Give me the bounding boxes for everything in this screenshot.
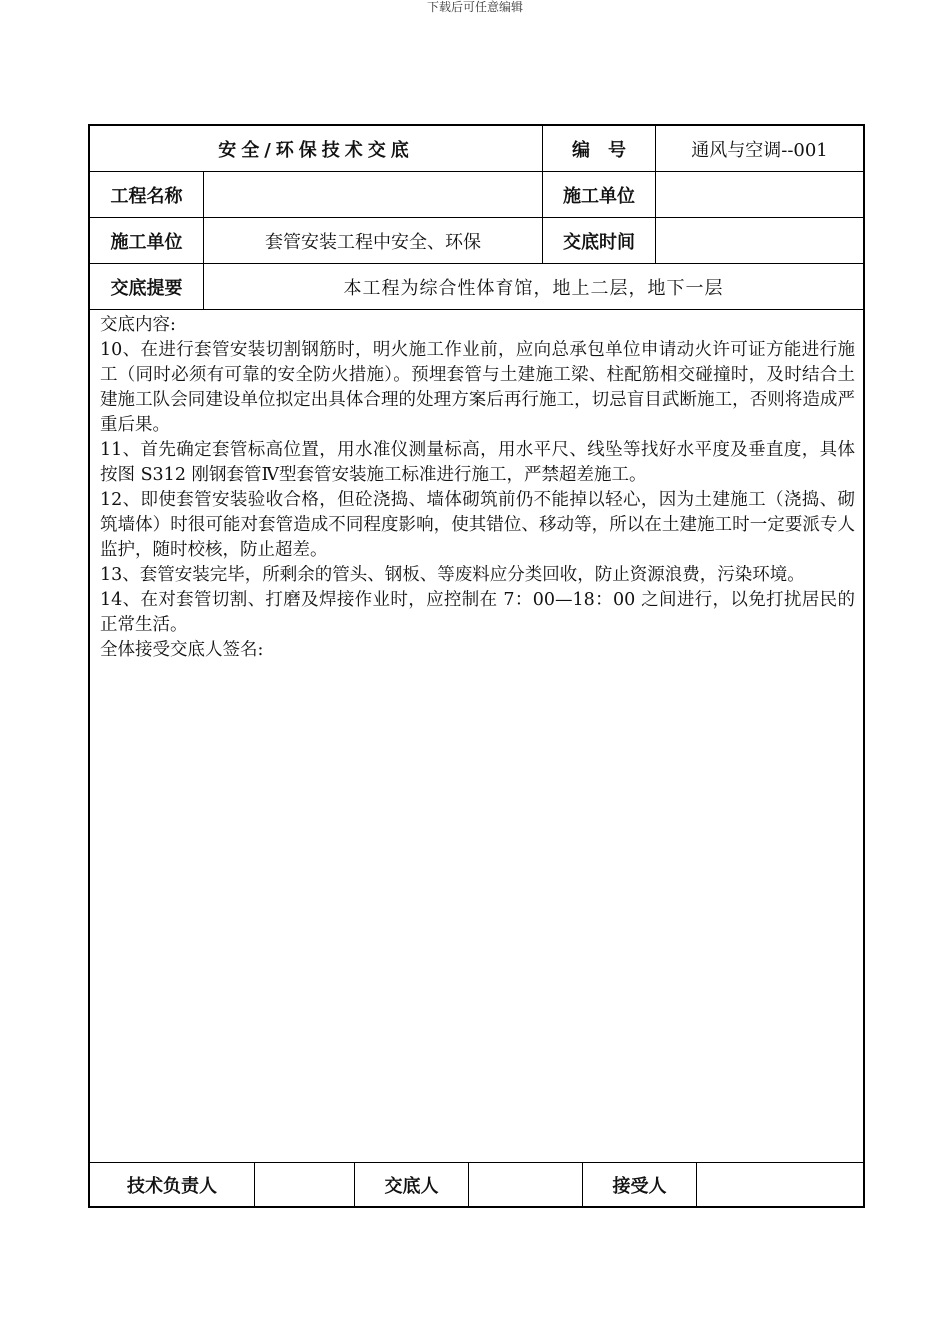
project-name-value: [203, 172, 542, 217]
unit-time-row: [90, 218, 863, 264]
briefer-value: [468, 1163, 582, 1206]
content-item: 10、在进行套管安装切割钢筋时，明火施工作业前，应向总承包单位申请动火许可证方能进行施工（同时必须有可靠的安全防火措施）。预埋套管与土建施工梁、柱配筋相交碰撞时，及时结合土建施工队会同建设单位拟定出具体合理的处理方案后再行施工，切忌盲目武断施工，否则将造成严重后果。: [100, 340, 855, 435]
signature-prompt: 全体接受交底人签名:: [100, 640, 264, 660]
content-heading: 交底内容:: [100, 315, 176, 335]
content-item: 12、即使套管安装验收合格，但砼浇捣、墙体砌筑前仍不能掉以轻心，因为土建施工（浇捣、砌筑墙体）时很可能对套管造成不同程度影响，使其错位、移动等，所以在土建施工时一定要派专人监护，随时校核，防止超差。: [100, 490, 855, 560]
tech-lead-value: [254, 1163, 354, 1206]
content-item: 14、在对套管切割、打磨及焊接作业时，应控制在 7：00—18：00 之间进行，以免打扰居民的正常生活。: [100, 590, 855, 635]
receiver-value: [696, 1163, 863, 1206]
construction-unit-value-2: 套管安装工程中安全、环保: [203, 218, 542, 263]
construction-unit-label-2: 施工单位: [110, 231, 183, 253]
summary-value: 本工程为综合性体育馆，地上二层，地下一层: [203, 264, 863, 309]
number-label: 编 号: [542, 126, 655, 171]
number-value: 通风与空调--001: [655, 126, 863, 171]
briefing-time-label: 交底时间: [542, 218, 655, 263]
receiver-label: 接受人: [582, 1163, 696, 1206]
page-header-note: 下载后可任意编辑: [426, 0, 523, 14]
signature-row: [90, 1162, 863, 1206]
safety-briefing-form: [88, 124, 865, 1208]
tech-lead-label: 技术负责人: [127, 1175, 217, 1197]
form-title: 安全/环保技术交底: [218, 139, 414, 161]
content-item: 13、套管安装完毕，所剩余的管头、钢板、等废料应分类回收，防止资源浪费，污染环境。: [100, 565, 805, 585]
briefing-time-value: [655, 218, 863, 263]
summary-row: [90, 264, 863, 310]
briefer-label: 交底人: [354, 1163, 468, 1206]
construction-unit-label: 施工单位: [542, 172, 655, 217]
project-name-label: 工程名称: [110, 185, 183, 207]
project-name-row: [90, 172, 863, 218]
construction-unit-value: [655, 172, 863, 217]
briefing-content: [100, 313, 855, 663]
content-item: 11、首先确定套管标高位置，用水准仪测量标高，用水平尺、线坠等找好水平度及垂直度，具体按图 S312 刚钢套管Ⅳ型套管安装施工标准进行施工，严禁超差施工。: [100, 440, 855, 485]
title-row: [90, 126, 863, 172]
summary-label: 交底提要: [110, 277, 183, 299]
